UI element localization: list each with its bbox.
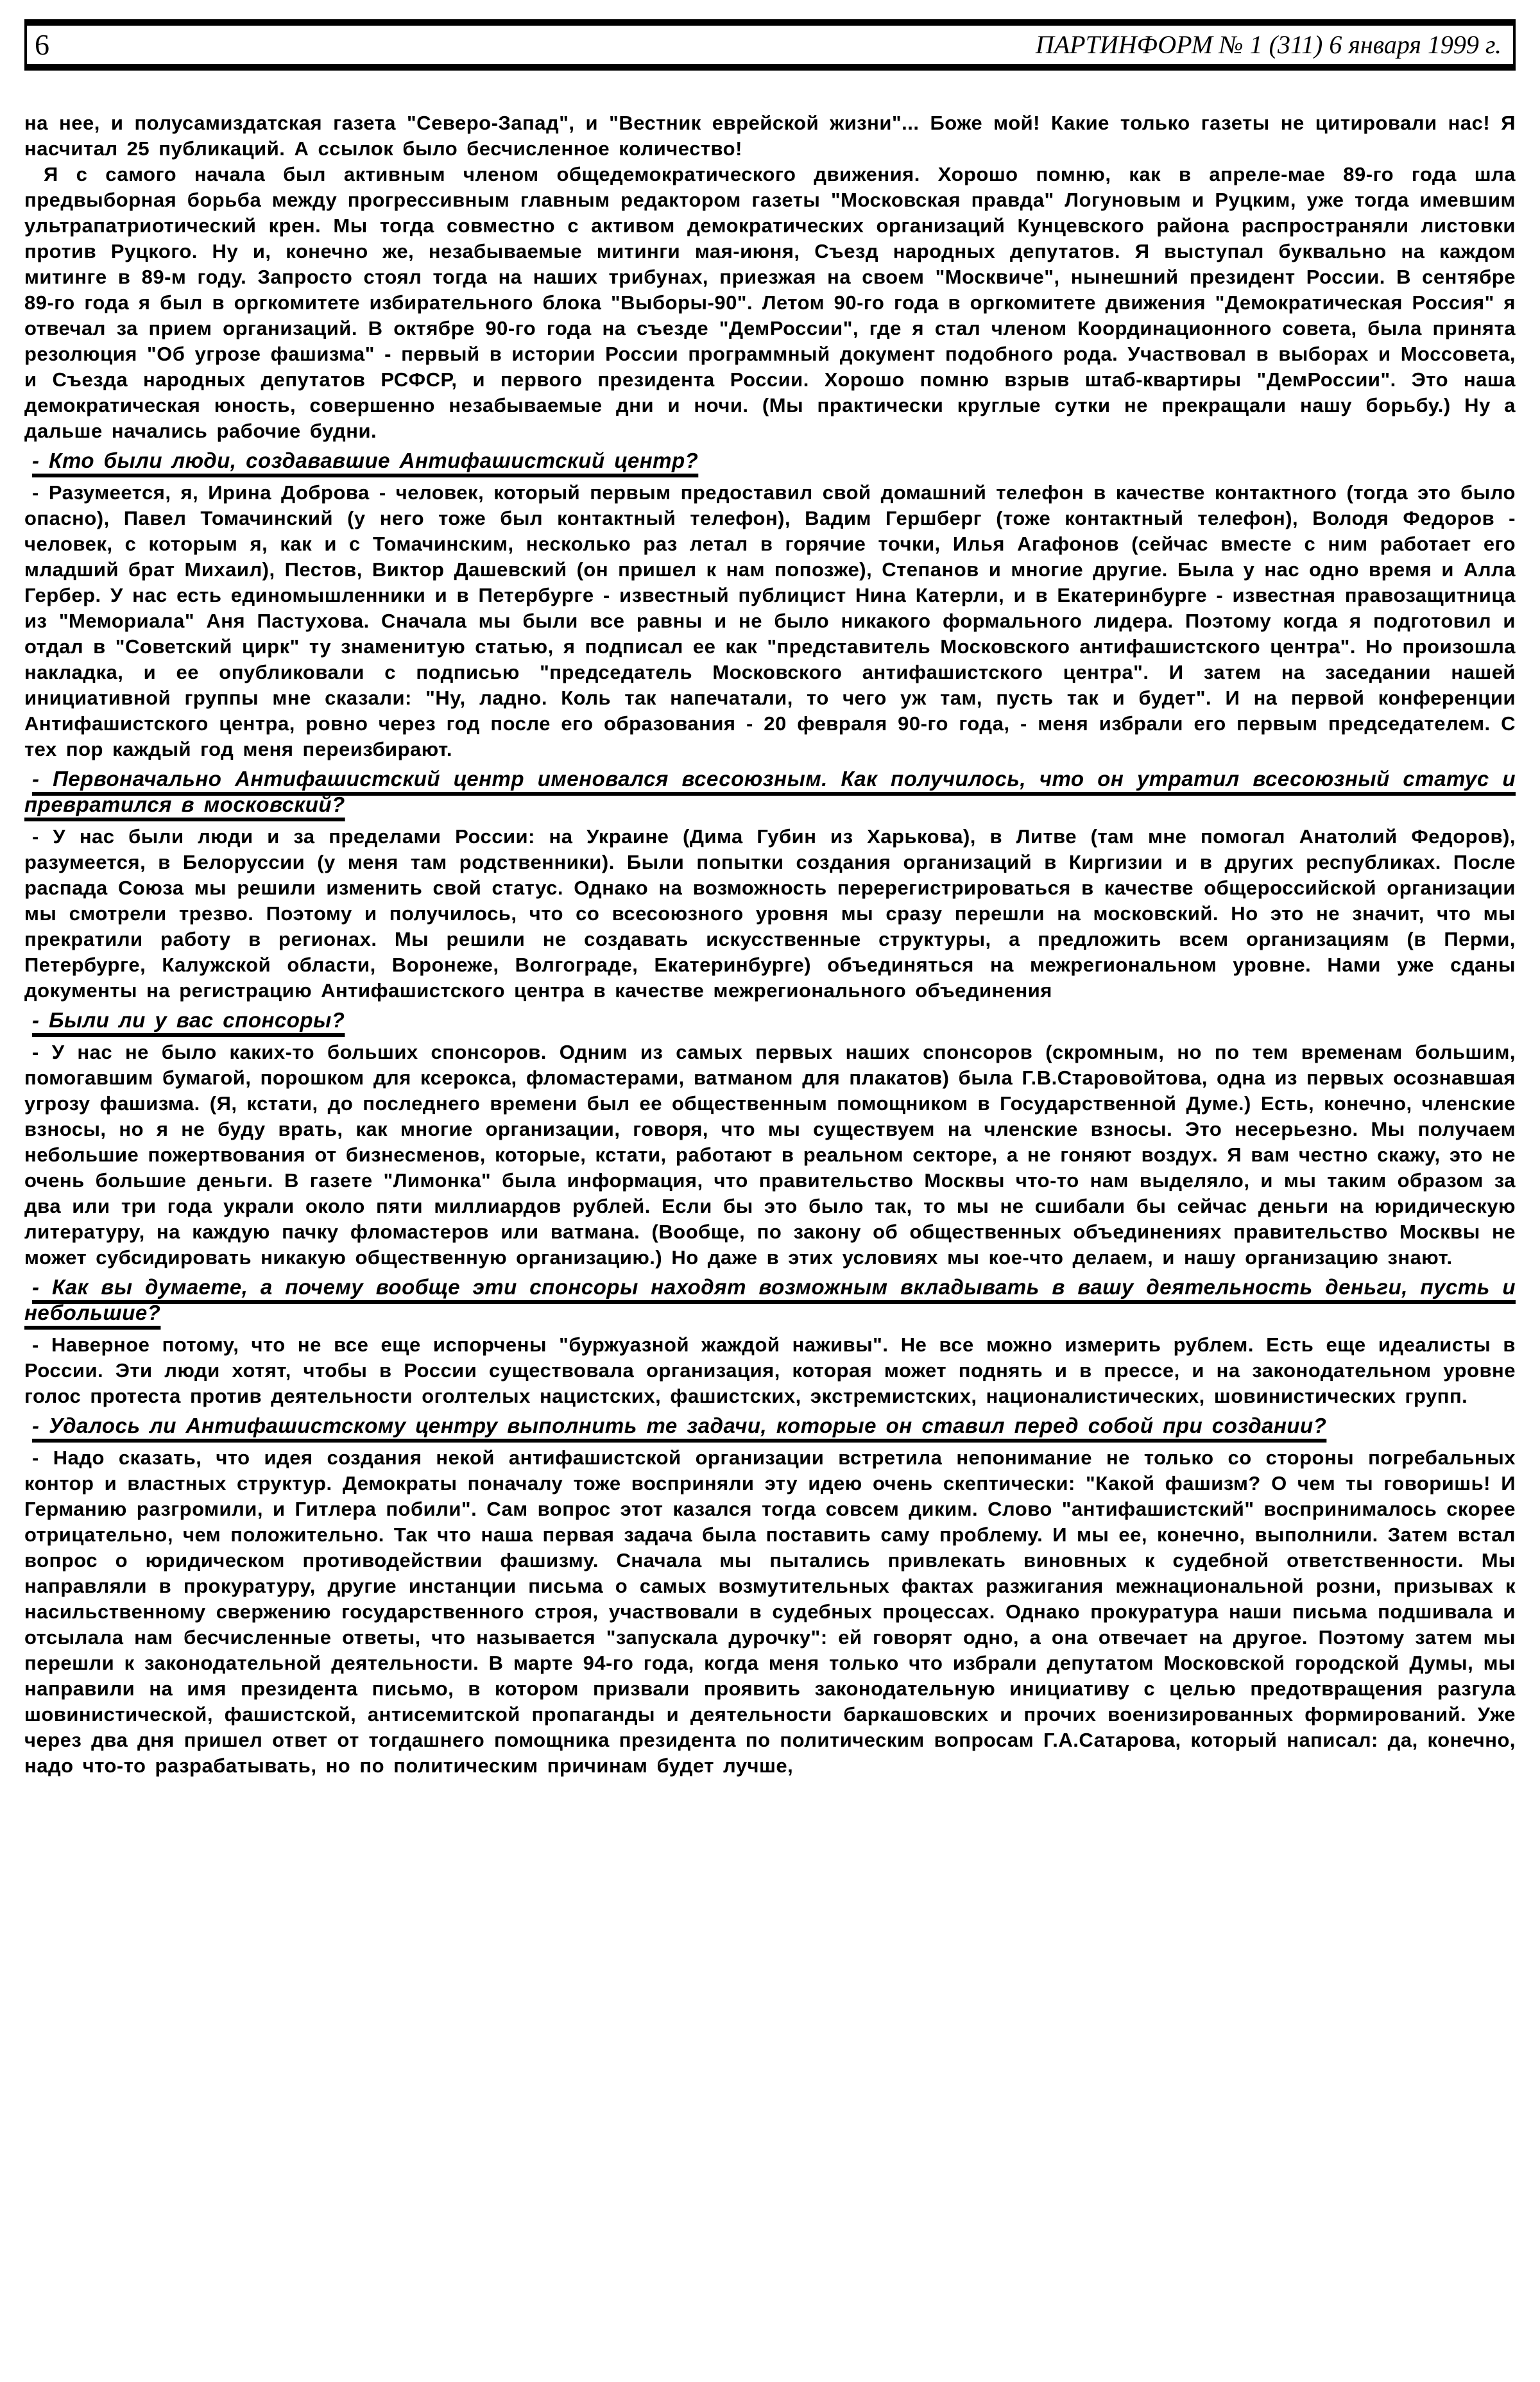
interview-question: - Кто были люди, создававшие Антифашистский центр?: [32, 449, 699, 472]
interview-question: - Как вы думаете, а почему вообще эти спонсоры находят возможным вкладывать в вашу деятельность деньги, пусть и небольшие?: [24, 1275, 1516, 1324]
article-body: [24, 110, 1516, 1779]
article-paragraph: Я с самого начала был активным членом общедемократического движения. Хорошо помню, как в апреле-мае 89-го года шла предвыборная борьба между прогрессивным главным редактором газеты "Московская правда" Логуновым и Руцким, уже тогда имевшим ультрапатриотический крен. Мы тогда совместно с активом демократических организаций Кунцевского района распространяли листовки против Руцкого. Ну и, конечно же, незабываемые митинги мая-июня, Съезд народных депутатов. Я выступал буквально на каждом митинге в 89-м году. Запросто стоял тогда на наших трибунах, приезжая на своем "Москвиче", нынешний президент России. В сентябре 89-го года я был в оргкомитете избирательного блока "Выборы-90". Летом 90-го года в оргкомитете движения "Демократическая Россия" я отвечал за прием организаций. В октябре 90-го года на съезде "ДемРоссии", где я стал членом Координационного совета, была принята резолюция "Об угрозе фашизма" - первый в истории России программный документ подобного рода. Участвовал в выборах и Моссовета, и Съезда народных депутатов РСФСР, и первого президента России. Хорошо помню взрыв штаб-квартиры "ДемРоссии". Это наша демократическая юность, совершенно незабываемые дни и ночи. (Мы практически круглые сутки не прекращали нашу борьбу.) Ну а дальше начались рабочие будни.: [24, 163, 1516, 442]
interview-question: - Первоначально Антифашистский центр именовался всесоюзным. Как получилось, что он утратил всесоюзный статус и превратился в московский?: [24, 767, 1516, 816]
interview-question: - Были ли у вас спонсоры?: [32, 1008, 345, 1032]
article-paragraph: - У нас не было каких-то больших спонсоров. Одним из самых первых наших спонсоров (скромным, но по тем временам большим, помогавшим бумагой, порошком для ксерокса, фломастерами, ватманом для плакатов) была Г.В.Старовойтова, одна из первых осознавшая угрозу фашизма. (Я, кстати, до последнего времени был ее общественным помощником в Государственной Думе.) Есть, конечно, членские взносы, но я не буду врать, как многие организации, говоря, что мы существуем на членские взносы. Это несерьезно. Мы получаем небольшие пожертвования от бизнесменов, которые, кстати, работают в реальном секторе, а не гоняют воздух. Я вам честно скажу, это не очень большие деньги. В газете "Лимонка" была информация, что правительство Москвы что-то нам выделяло, и мы таким образом за два или три года украли около пяти миллиардов рублей. Если бы это было так, то мы не сшибали бы сейчас деньги на юридическую литературу, на каждую пачку фломастеров или ватмана. (Вообще, по закону об общественных объединениях правительство Москвы не может субсидировать никакую общественную организацию.) Но даже в этих условиях мы кое-что делаем, и нашу организацию знают.: [24, 1041, 1516, 1269]
article-paragraph: - Надо сказать, что идея создания некой антифашистской организации встретила непонимание не только со стороны погребальных контор и властных структур. Демократы поначалу тоже восприняли эту идею очень скептически: "Какой фашизм? О чем ты говоришь! И Германию разгромили, и Гитлера побили". Сам вопрос этот казался тогда совсем диким. Слово "антифашистский" воспринималось скорее отрицательно, чем положительно. Так что наша первая задача была поставить саму проблему. И мы ее, конечно, выполнили. Затем встал вопрос о юридическом противодействии фашизму. Сначала мы пытались привлекать виновных к судебной ответственности. Мы направляли в прокуратуру, другие инстанции письма о самых возмутительных фактах разжигания межнациональной розни, призывах к насильственному свержению государственного строя, участвовали в судебных процессах. Однако прокуратура наши письма подшивала и отсылала нам бесчисленные ответы, что называется "запускала дурочку": ей говорят одно, а она отвечает на другое. Поэтому затем мы перешли к законодательной деятельности. В марте 94-го года, когда меня только что избрали депутатом Московской городской Думы, мы направили на имя президента письмо, в котором призвали проявить законодательную инициативу с целью предотвращения разгула шовинистической, фашистской, антисемитской пропаганды и деятельности баркашовских и прочих военизированных формирований. Уже через два дня пришел ответ от тогдашнего помощника президента по политическим вопросам Г.А.Сатарова, который написал: да, конечно, надо что-то разрабатывать, но по политическим причинам будет лучше,: [24, 1446, 1516, 1777]
interview-question: - Удалось ли Антифашистскому центру выполнить те задачи, которые он ставил перед собой при создании?: [32, 1414, 1327, 1437]
article-paragraph: на нее, и полусамиздатская газета "Северо-Запад", и "Вестник еврейской жизни"... Боже мой! Какие только газеты не цитировали нас! Я насчитал 25 публикаций. А ссылок было бесчисленное количество!: [24, 112, 1516, 160]
page-number: 6: [35, 28, 49, 61]
article-paragraph: - У нас были люди и за пределами России: на Украине (Дима Губин из Харькова), в Литве (там мне помогал Анатолий Федоров), разумеется, в Белоруссии (у меня там родственники). Были попытки создания организаций в Киргизии и в других республиках. После распада Союза мы решили изменить свой статус. Однако на возможность перерегистрироваться в качестве общероссийской организации мы смотрели трезво. Поэтому и получилось, что со всесоюзного уровня мы сразу перешли на московский. Но это не значит, что мы прекратили работу в регионах. Мы решили не создавать искусственные структуры, а предложить всем организациям (в Перми, Петербурге, Калужской области, Воронеже, Волгограде, Екатеринбурге) объединяться на межрегиональном уровне. Нами уже сданы документы на регистрацию Антифашистского центра в качестве межрегионального объединения: [24, 825, 1516, 1002]
article-paragraph: - Разумеется, я, Ирина Доброва - человек, который первым предоставил свой домашний телефон в качестве контактного (тогда это было опасно), Павел Томачинский (у него тоже был контактный телефон), Вадим Гершберг (тоже контактный телефон), Володя Федоров - человек, с которым я, как и с Томачинским, несколько раз летал в горячие точки, Илья Агафонов (сейчас вместе с ним работает его младший брат Михаил), Пестов, Виктор Дашевский (он пришел к нам попозже), Степанов и многие другие. Была у нас одно время и Алла Гербер. У нас есть единомышленники и в Петербурге - известный публицист Нина Катерли, и в Екатеринбурге - известная правозащитница из "Мемориала" Аня Пастухова. Сначала мы были все равны и не было никакого формального лидера. Поэтому когда я подготовил и отдал в "Советский цирк" ту знаменитую статью, я подписал ее как "представитель Московского антифашистского центра". Но произошла накладка, и ее опубликовали с подписью "председатель Московского антифашистского центра". И затем на заседании нашей инициативной группы мне сказали: "Ну, ладно. Коль так напечатали, то чего уж там, пусть так и будет". И на первой конференции Антифашистского центра, ровно через год после его образования - 20 февраля 90-го года, - меня избрали его первым председателем. С тех пор каждый год меня переизбирают.: [24, 481, 1516, 760]
issue-title: ПАРТИНФОРМ № 1 (311) 6 января 1999 г.: [1035, 30, 1502, 59]
page-header: [24, 19, 1516, 71]
article-paragraph: - Наверное потому, что не все еще испорчены "буржуазной жаждой наживы". Не все можно измерить рублем. Есть еще идеалисты в России. Эти люди хотят, чтобы в России существовала организация, которая может поднять и в прессе, и на законодательном уровне голос протеста против деятельности оголтелых нацистских, фашистских, экстремистских, националистических, шовинистических групп.: [24, 1333, 1516, 1407]
